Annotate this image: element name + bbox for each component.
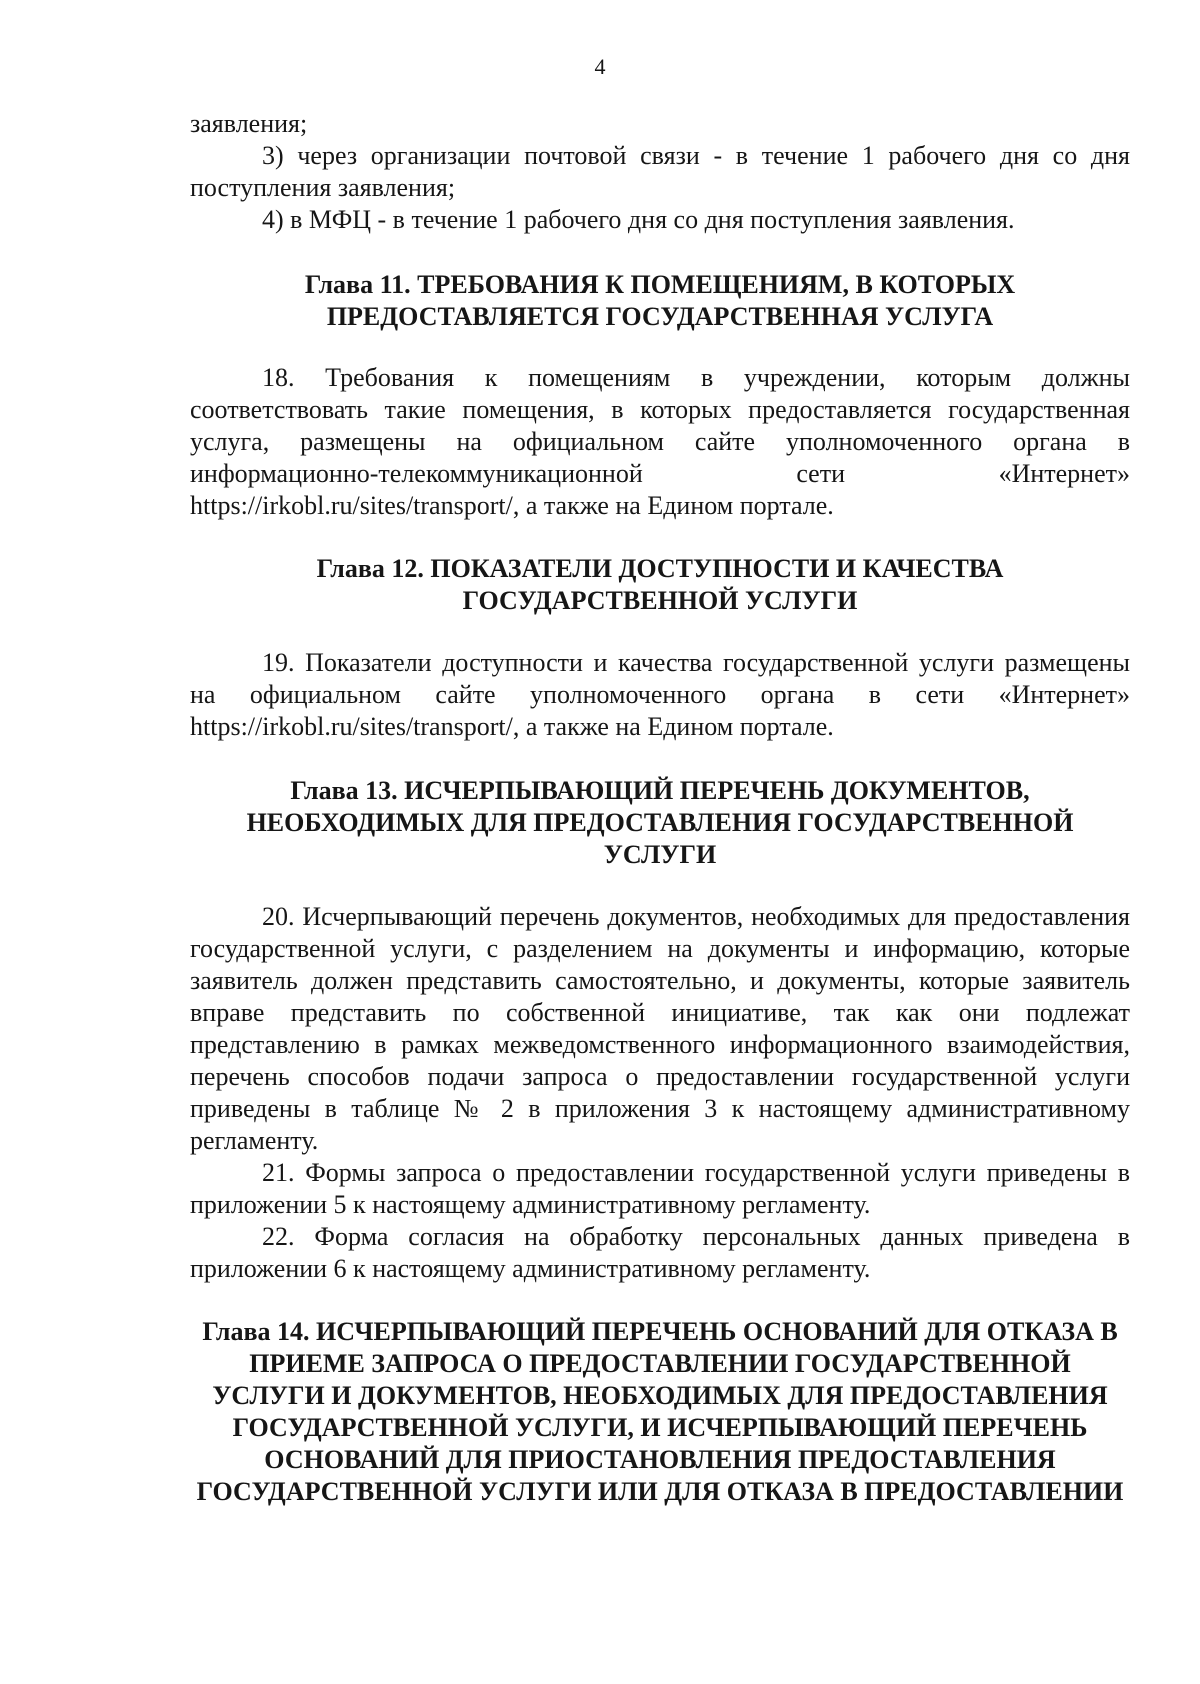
chapter-11-heading: Глава 11. ТРЕБОВАНИЯ К ПОМЕЩЕНИЯМ, В КОТОРЫХ ПРЕДОСТАВЛЯЕТСЯ ГОСУДАРСТВЕННАЯ УСЛУГА — [304, 270, 1016, 331]
paragraph-18: 18. Требования к помещениям в учреждении, которым должны соответствовать такие помещения, в которых предоставляется государственная услуга, размещены на официальном сайте уполномоченного органа в информационно-телекоммуникационной сети «Интернет» https://irkobl.ru/sites/transport/, а также на Едином портале. — [190, 363, 1130, 520]
document-body — [190, 108, 1130, 1508]
page-number: 4 — [594, 54, 606, 79]
chapter-12-heading: Глава 12. ПОКАЗАТЕЛИ ДОСТУПНОСТИ И КАЧЕСТВА ГОСУДАРСТВЕННОЙ УСЛУГИ — [316, 554, 1004, 615]
list-item-mfc: 4) в МФЦ - в течение 1 рабочего дня со дня поступления заявления. — [262, 205, 1015, 234]
paragraph-lead-in: заявления; — [190, 109, 308, 138]
list-item-postal: 3) через организации почтовой связи - в течение 1 рабочего дня со дня поступления заявления; — [190, 141, 1130, 202]
paragraph-22: 22. Форма согласия на обработку персональных данных приведена в приложении 6 к настоящему административному регламенту. — [190, 1222, 1130, 1283]
paragraph-21: 21. Формы запроса о предоставлении государственной услуги приведены в приложении 5 к настоящему административному регламенту. — [190, 1158, 1130, 1219]
chapter-14-heading: Глава 14. ИСЧЕРПЫВАЮЩИЙ ПЕРЕЧЕНЬ ОСНОВАНИЙ ДЛЯ ОТКАЗА В ПРИЕМЕ ЗАПРОСА О ПРЕДОСТАВЛЕНИИ ГОСУДАРСТВЕННОЙ УСЛУГИ И ДОКУМЕНТОВ, НЕОБХОДИМЫХ ДЛЯ ПРЕДОСТАВЛЕНИЯ ГОСУДАРСТВЕННОЙ УСЛУГИ, И ИСЧЕРПЫВАЮЩИЙ ПЕРЕЧЕНЬ ОСНОВАНИЙ ДЛЯ ПРИОСТАНОВЛЕНИЯ ПРЕДОСТАВЛЕНИЯ ГОСУДАРСТВЕННОЙ УСЛУГИ ИЛИ ДЛЯ ОТКАЗА В ПРЕДОСТАВЛЕНИИ — [196, 1317, 1124, 1506]
chapter-13-heading: Глава 13. ИСЧЕРПЫВАЮЩИЙ ПЕРЕЧЕНЬ ДОКУМЕНТОВ, НЕОБХОДИМЫХ ДЛЯ ПРЕДОСТАВЛЕНИЯ ГОСУДАРСТВЕННОЙ УСЛУГИ — [246, 776, 1074, 869]
paragraph-19: 19. Показатели доступности и качества государственной услуги размещены на официальном сайте уполномоченного органа в сети «Интернет» https://irkobl.ru/sites/transport/, а также на Едином портале. — [190, 648, 1130, 741]
paragraph-20: 20. Исчерпывающий перечень документов, необходимых для предоставления государственной услуги, с разделением на документы и информацию, которые заявитель должен представить самостоятельно, и документы, которые заявитель вправе представить по собственной инициативе, так как они подлежат представлению в рамках межведомственного информационного взаимодействия, перечень способов подачи запроса о предоставлении государственной услуги приведены в таблице № 2 в приложения 3 к настоящему административному регламенту. — [190, 902, 1130, 1155]
